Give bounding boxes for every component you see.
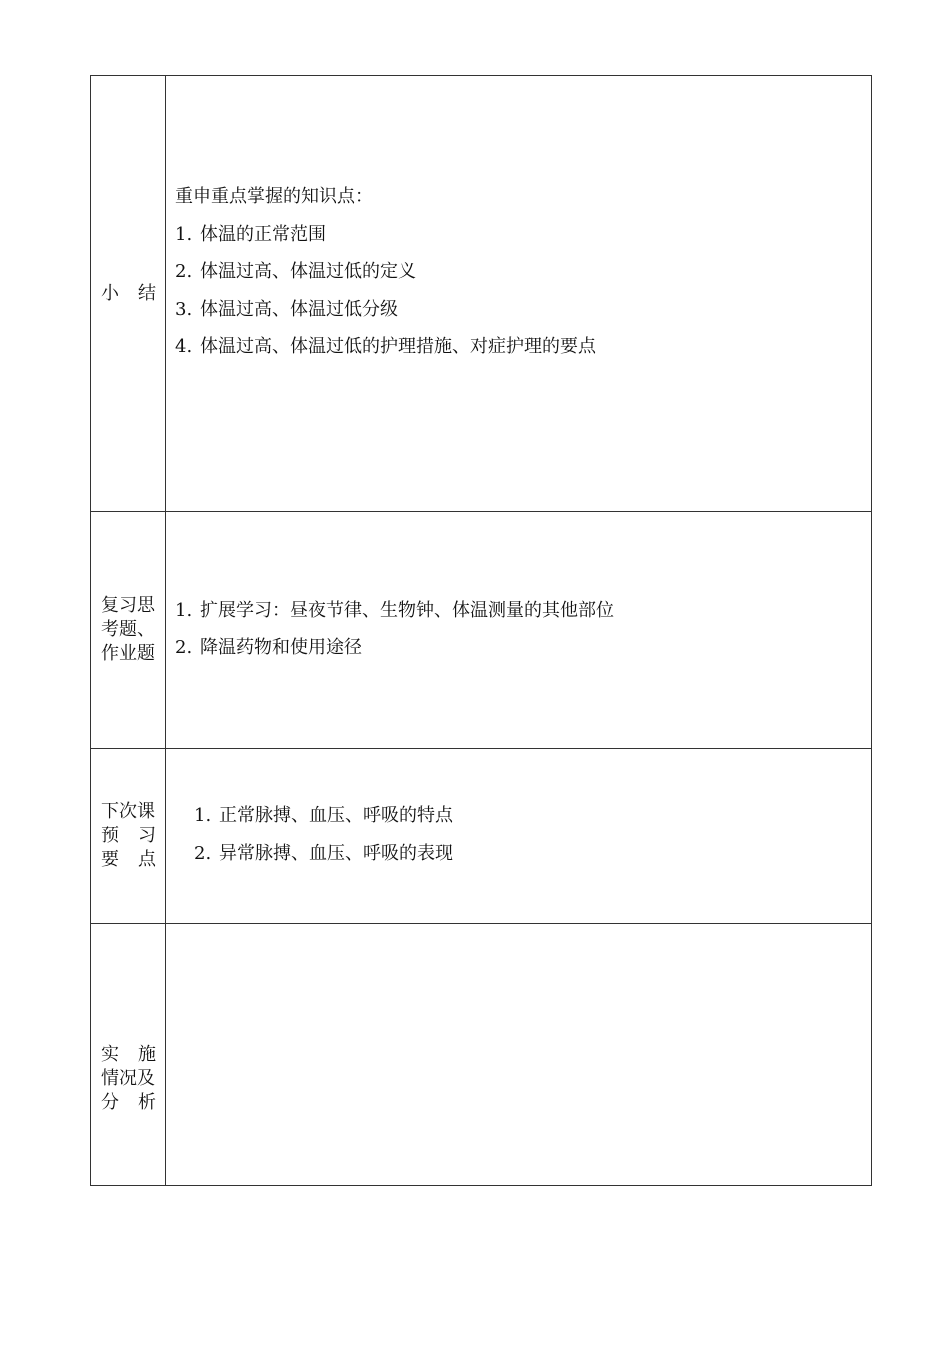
summary-label-char: 结 [138,282,156,304]
implementation-label-line [91,1043,165,1067]
list-item-text: 正常脉搏、血压、呼吸的特点 [219,805,453,826]
next-lesson-content [166,797,871,872]
review-content-cell [166,512,872,749]
review-content [166,592,871,667]
list-item-text: 扩展学习：昼夜节律、生物钟、体温测量的其他部位 [200,599,614,621]
implementation-label-cell [91,924,166,1186]
list-item [194,797,871,835]
summary-label-char: 小 [101,282,119,304]
list-item-number: 2. [194,842,212,864]
implementation-label-char: 施 [138,1043,156,1065]
summary-row [91,76,872,512]
list-item-text: 体温过高、体温过低分级 [200,298,398,320]
next-lesson-row [91,749,872,924]
next-lesson-label-char: 要 [101,849,119,870]
list-item-text: 异常脉搏、血压、呼吸的表现 [219,842,453,864]
list-item-number: 1. [194,805,212,826]
list-item-number: 2. [175,261,193,283]
next-lesson-content-cell [166,749,872,924]
list-item [194,835,871,873]
list-item [175,592,871,630]
implementation-label-line [91,1091,165,1115]
list-item-text: 体温的正常范围 [200,223,326,245]
summary-content [166,178,871,366]
list-item-text: 降温药物和使用途径 [200,637,362,658]
review-row [91,512,872,749]
implementation-label-char: 分 [101,1091,119,1113]
implementation-content-cell [166,924,872,1186]
summary-content-cell [166,76,872,512]
review-label-line: 复习思 [101,595,155,616]
implementation-label-char: 析 [138,1091,156,1113]
next-lesson-label-cell [91,749,166,924]
summary-intro: 重申重点掌握的知识点： [175,186,373,208]
next-lesson-label-char: 点 [138,849,156,870]
review-label-line: 作业题 [101,643,155,664]
summary-label [91,282,165,306]
list-item-text: 体温过高、体温过低的定义 [200,261,416,283]
list-item-number: 1. [175,599,193,621]
list-item-number: 4. [175,336,193,358]
review-label-line: 考题、 [101,619,155,640]
list-item [175,291,871,329]
implementation-label [91,995,165,1115]
next-lesson-label-line [91,848,165,872]
next-lesson-label-char: 习 [138,825,156,846]
list-item [175,629,871,667]
summary-label-cell [91,76,166,512]
implementation-label-char: 实 [101,1043,119,1065]
list-item [175,216,871,254]
next-lesson-label-char: 预 [101,825,119,846]
next-lesson-label-line: 下次课 [101,801,155,822]
lesson-plan-table [90,75,872,1186]
list-item-number: 1. [175,223,193,245]
list-item [175,253,871,291]
review-label-cell [91,512,166,749]
list-item-number: 2. [175,637,193,658]
list-item [175,328,871,366]
next-lesson-label-line [91,824,165,848]
list-item-text: 体温过高、体温过低的护理措施、对症护理的要点 [200,336,596,358]
implementation-label-line: 情况及 [101,1067,155,1089]
implementation-row [91,924,872,1186]
list-item-number: 3. [175,298,193,320]
